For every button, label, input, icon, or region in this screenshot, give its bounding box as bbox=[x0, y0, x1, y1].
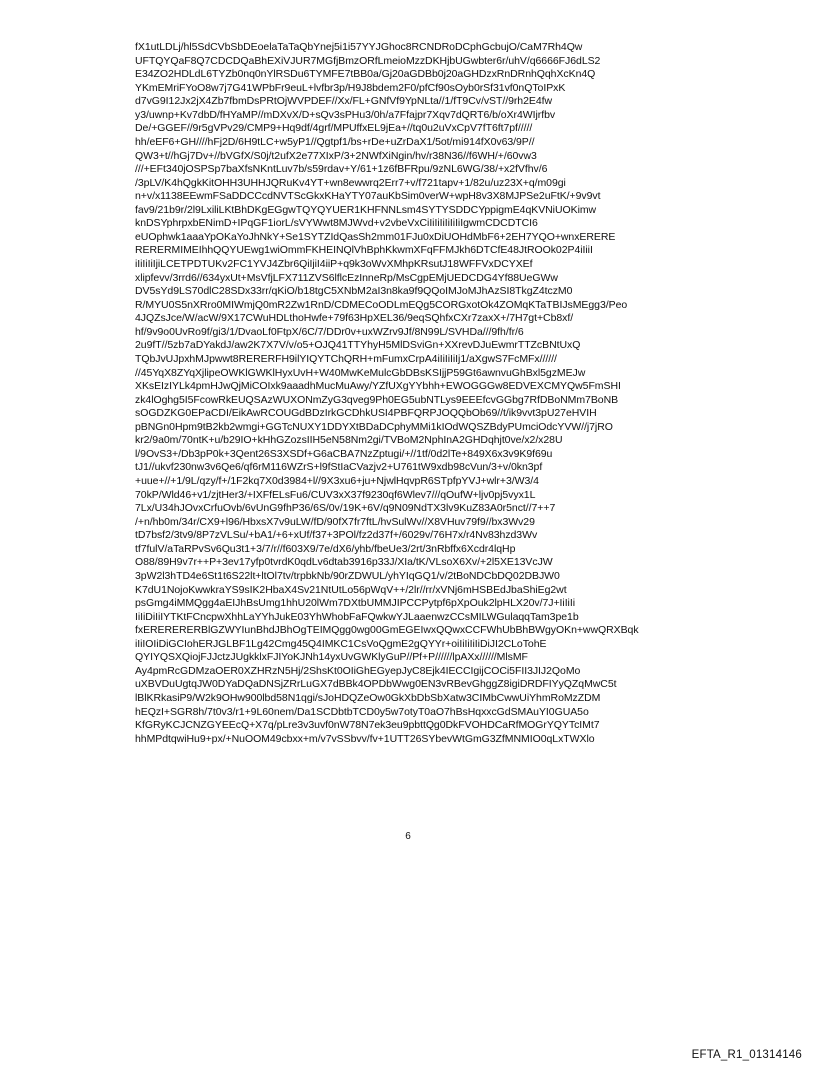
text-line: zk4lOghg5I5FcowRkEUQSAzWUXONmZyG3qveg9Ph0EG5ubNTLys9EEEfcvGGbg7RfDBoNMm7BoNB bbox=[135, 393, 619, 406]
text-line: De/+GGEF//9r5gVPv29/CMP9+Hq9df/4grf/MPUffxEL9jEa+//tq0u2uVxCpV7fT6ft7pf///// bbox=[135, 122, 533, 135]
text-line: ///+EFt340jOSPSp7baXfsNKntLuv7b/s59rdav+Y/61+1z6fBFRpu/9zNL6WG/38/+x2fVfhv/6 bbox=[135, 163, 548, 176]
text-line: knDSYphrpxbENimD+IPqGF1iorL/sVYWwt8MJWvd+v2vbeVxCiIiIiIiIiIiIiIgwmCDCDTCI6 bbox=[135, 217, 538, 230]
text-line: y3/uwnp+Kv7dbD/fHYaMP//mDXvX/D+sQv3sPHu3/0h/a7Ffajpr7Xqv7dQRT6/b/oXr4WIjrfbv bbox=[135, 108, 556, 121]
text-line: iIiIiIiIjiLCETPDTUKv2FC1YVJ4Zbr6QiIjiI4iiP+q9k3oWvXMhpKRsutJ18WFFVxDCYXEf bbox=[135, 258, 533, 270]
text-line: hEQzI+SGR8h/7t0v3/r1+9L60nem/Da1SCDbtbTCD0y5w7otyT0aO7hBsHqxxcGdSMAuYI0GUA5o bbox=[135, 705, 589, 718]
text-line: XKsEIzIYLk4pmHJwQjMiCOIxk9aaadhMucMuAwy/YZfUXgYYbhh+EWOGGGw8EDVEXCMYQw5FmSHI bbox=[135, 380, 621, 393]
text-line: QYIYQSXQiojFJJctzJUgkklxFJIYoKJNh14yxUvGWKlyGuP//Pf+P//////lpAXx//////MlsMF bbox=[135, 651, 528, 664]
text-line: d7vG9I12Jx2jX4Zb7fbmDsPRtOjWVPDEF//Xx/FL+GNfVf9YpNLta//1/fT9Cv/vST//9rh2E4fw bbox=[135, 95, 553, 108]
text-line: 2u9fT//5zb7aDYakdJ/aw2K7X7V/v/o5+OJQ41TTYhyH5MlDSviGn+XXrevDJuEwmrTTZcBNtUxQ bbox=[135, 339, 581, 352]
text-line: QW3+t//hGj7Dv+//bVGfX/S0j/t2ufX2e77XIxP/3+2NWfXiNgin/hv/r38N36//f6WH/+/60vw3 bbox=[135, 149, 537, 162]
text-line: RERERMIMEIhhQQYUEwg1wiOmmFKHEINQlVhBphKkwmXFqFFMJkh6DTCfE48JtROOk02P4iIiiI bbox=[135, 244, 593, 257]
text-line: n+v/x1138EEwmFSaDDCCcdNVTScGkxKHaYTY07auKbSim0verW+wpH8v3X8MJPSe2uFtK/+9v9vt bbox=[135, 190, 601, 203]
text-line: pBNGn0Hpm9tB2kb2wmgi+GGTcNUXY1DDYXtBDaDCphyMMi1kIOdWQSZBdyPUmciOdcYVW//j7jRO bbox=[135, 420, 613, 433]
text-line: R/MYU0S5nXRro0MIWmjQ0mR2Zw1RnD/CDMECoODLmEQg5CORGxotOk4ZOMqKTaTBIJsMEgg3/Peo bbox=[135, 298, 628, 311]
text-line: tJ1//ukvf230nw3v6Qe6/qf6rM116WZrS+l9fStIaCVazjv2+U761tW9xdb98cVun/3+v/0kn3pf bbox=[135, 461, 543, 474]
text-line: 70kP/Wld46+v1/zjtHer3/+IXFfELsFu6/CUV3xX37f9230qf6Wlev7///qOufW+ljv0pj5vyx1L bbox=[135, 488, 536, 501]
text-line: hf/9v9o0UvRo9f/gi3/1/DvaoLf0FtpX/6C/7/DDr0v+uxWZrv9Jf/8N99L/SVHDa///9fh/fr/6 bbox=[135, 325, 524, 338]
text-line: iIiIOIiDiGCIohERJGLBF1Lg42Cmg45Q4IMKC1CsVoQgmE2gQYYr+oiIiIiIiIiDiJI2CLoTohE bbox=[135, 637, 547, 650]
text-line: hhMPdtqwiHu9+px/+NuOOM49cbxx+m/v7vSSbvv/fv+1UTT26SYbevWtGmG3ZfMNMIO0qLxTWXlo bbox=[135, 732, 595, 745]
text-line: Ay4pmRcGDMzaOER0XZHRzN5Hj/2ShsKt0OIiGhEGyepJyC8Ejk4IECCIgijCOCi5FII3JIJ2QoMo bbox=[135, 664, 581, 677]
text-line: hh/eEF6+GH////hFj2D/6H9tLC+w5yP1//Qgtpf1/bs+rDe+uZrDaX1/5ot/mi914fX0v63/9P// bbox=[135, 135, 535, 148]
text-line: TQbJvUJpxhMJpwwt8RERERFH9ilYIQYTChQRH+mFumxCrpA4iIiIiIiIj1/aXgwS7FcMFx////// bbox=[135, 352, 557, 365]
text-line: /3pLV/K4hQgkKitOHH3UHHJQRuKv4YT+wn8ewwrq2Err7+v/f721tapv+1/82u/uz23X+q/m09gi bbox=[135, 176, 566, 189]
text-line: 3pW2l3hTD4e6St1t6S22lt+ltOl7tv/trpbkNb/90rZDWUL/yhYIqGQ1/v/2tBoNDCbDQ02DBJW0 bbox=[135, 569, 560, 582]
document-id: EFTA_R1_01314146 bbox=[691, 1049, 802, 1061]
text-line: l/9OvS3+/Db3pP0k+3Qent26S3XSDf+G6aCBA7NzZptugi/+//1tf/0d2lTe+849X6x3v9K9f69u bbox=[135, 447, 553, 460]
text-line: sOGDZKG0EPaCDI/EikAwRCOUGdBDzIrkGCDhkUSI4PBFQRPJOQQbOb69//t/ik9vvt3pU27eHVIH bbox=[135, 407, 597, 420]
text-line: fX1utLDLj/hl5SdCVbSbDEoelaTaTaQbYnej5i1i57YYJGhoc8RCNDRoDCphGcbujO/CaM7Rh4Qw bbox=[135, 41, 583, 53]
text-line: O88/89H9v7r++P+3ev17yfp0tvrdK0qdLv6dtab3916p33J/XIa/tK/VLsoX6Xv/+2l5XE13VcJW bbox=[135, 556, 553, 569]
text-line: UFTQYQaF8Q7CDCDQaBhEXiVJUR7MGfjBmzORfLmeioMzzDKHjbUGwbter6r/uhV/q6666FJ6dLS2 bbox=[135, 54, 601, 67]
text-line: DV5sYd9LS70dlC28SDx33rr/qKiO/b18tgC5XNbM2aI3n8ka9f9QQoIMJoMJhAzSI8TkgZ4tczM0 bbox=[135, 285, 573, 298]
text-line: tf7fulV/aTaRPvSv6Qu3t1+3/7/r//f603X9/7e/dX6/yhb/fbeUe3/2rt/3nRbffx6Xcdr4lqHp bbox=[135, 542, 516, 555]
text-line: 7Lx/U34hJOvxCrfuOvb/6vUnG9fhP36/6S/0v/19K+6V/q9N09NdTX3lv9KuZ83A0r5nct//7++7 bbox=[135, 502, 556, 515]
text-line: fxERERERERBlGZWYIunBhdJBhOgTEIMQgg0wg00GmEGEIwxQQwxCCFWhUbBhBWgyOKn+wwQRXBqk bbox=[135, 624, 639, 637]
text-line: tD7bsf2/3tv9/8P7zVLSu/+bA1/+6+xUf/f37+3POl/fz2d37f+/6029v/76H7x/r4Nv83hzd3Wv bbox=[135, 529, 538, 542]
text-line: YKmEMriFYoO8w7j7G41WPbFr9euL+lvfbr3p/H9J8bdem2F0/pfCf90sOyb0rSf31vf0nQToIPxK bbox=[135, 81, 566, 94]
text-line: eUOphwk1aaaYpOKaYoJhNkY+Se1SYTZIdQasSh2mm01FJu0xDiUOHdMbF6+2EH7YQO+wnxERERE bbox=[135, 230, 616, 243]
page-number: 6 bbox=[405, 831, 411, 842]
text-line: KfGRyKCJCNZGYEEcQ+X7q/pLre3v3uvf0nW78N7ek3eu9pbttQg0DkFVOHDCaRfMOGrYQYTcIMt7 bbox=[135, 719, 600, 732]
text-line: 4JQZsJce/W/acW/9X17CWuHDLthoHwfe+79f63HpXEL36/9eqSQhfxCXr7zaxX+/7H7gt+Cb8xf/ bbox=[135, 312, 574, 325]
text-line: uXBVDuUgtqJW0DYaDQaDNSjZRrLuGX7dBBk4OPDbWwg0EN3vRBevGhggZ8igiDRDFIYyQZqMwC5t bbox=[135, 678, 617, 691]
encoded-text-block bbox=[135, 41, 695, 746]
text-line: psGmg4iMMQgg4aEIJhBsUmg1hhU20lWm7DXtbUMMJIPCCPytpf6pXpOuk2lpHLX20v/7J+IiIiIi bbox=[135, 597, 575, 610]
text-line: +uue+//+1/9L/qzy/f+/1F2kq7X0d3984+l//9X3xu6+ju+NjwlHqvpR6STpfpYVJ+wlr+3/W3/4 bbox=[135, 475, 539, 487]
text-line: K7dU1NojoKwwkraYS9sIK2HbaX4Sv21NtUtLo56pWqV++/2lr//rr/xVNj6mHSBEdJbaShiEg2wt bbox=[135, 583, 567, 596]
text-line: lBlKRkasiP9/W2k9OHw900lbd58N1qgi/sJoHDQZeOw0GkXbDbSbXatw3CIMbCwwUiYhmRoMzZDM bbox=[135, 692, 601, 704]
text-line: fav9/21b9r/2l9LxiliLKtBhDKgEGgwTQYQYUER1KHFNNLsm4SYTYSDDCYppigmE4qKVNiUOKimw bbox=[135, 203, 597, 216]
text-line: E34ZO2HDLdL6TYZb0nq0nYlRSDu6TYMFE7tBB0a/Gj20aGDBb0j20aGHDzxRnDRnhQqhXcKn4Q bbox=[135, 68, 596, 81]
text-line: kr2/9a0m/70ntK+u/b29IO+kHhGZozsIIH5eN58Nm2gi/TVBoM2NphInA2GHDqhjt0ve/x2/x28U bbox=[135, 434, 563, 447]
text-line: IiIiDiIiIYTKtFCncpwXhhLaYYhJukE03YhWhobFaFQwkwYJLaaenwzCCsMILWGulaqqTam3pe1b bbox=[135, 610, 579, 623]
text-line: /+n/hb0m/34r/CX9+l96/HbxsX7v9uLW/fD/90fX7fr7ftL/hvSulWv//X8VHuv79f9//bx3Wv29 bbox=[135, 515, 535, 528]
text-line: xlipfevv/3rrd6//634yxUt+MsVfjLFX711ZVS6lflcEzInneRp/MsCgpEMjUEDCDG4Yf88UeGWw bbox=[135, 271, 558, 284]
text-line: //45YqX8ZYqXjlipeOWKlGWKlHyxUvH+W40MwKeMulcGbDBsKSIjjP59Gt6awnvuGhBxl5gzMEJw bbox=[135, 366, 586, 379]
